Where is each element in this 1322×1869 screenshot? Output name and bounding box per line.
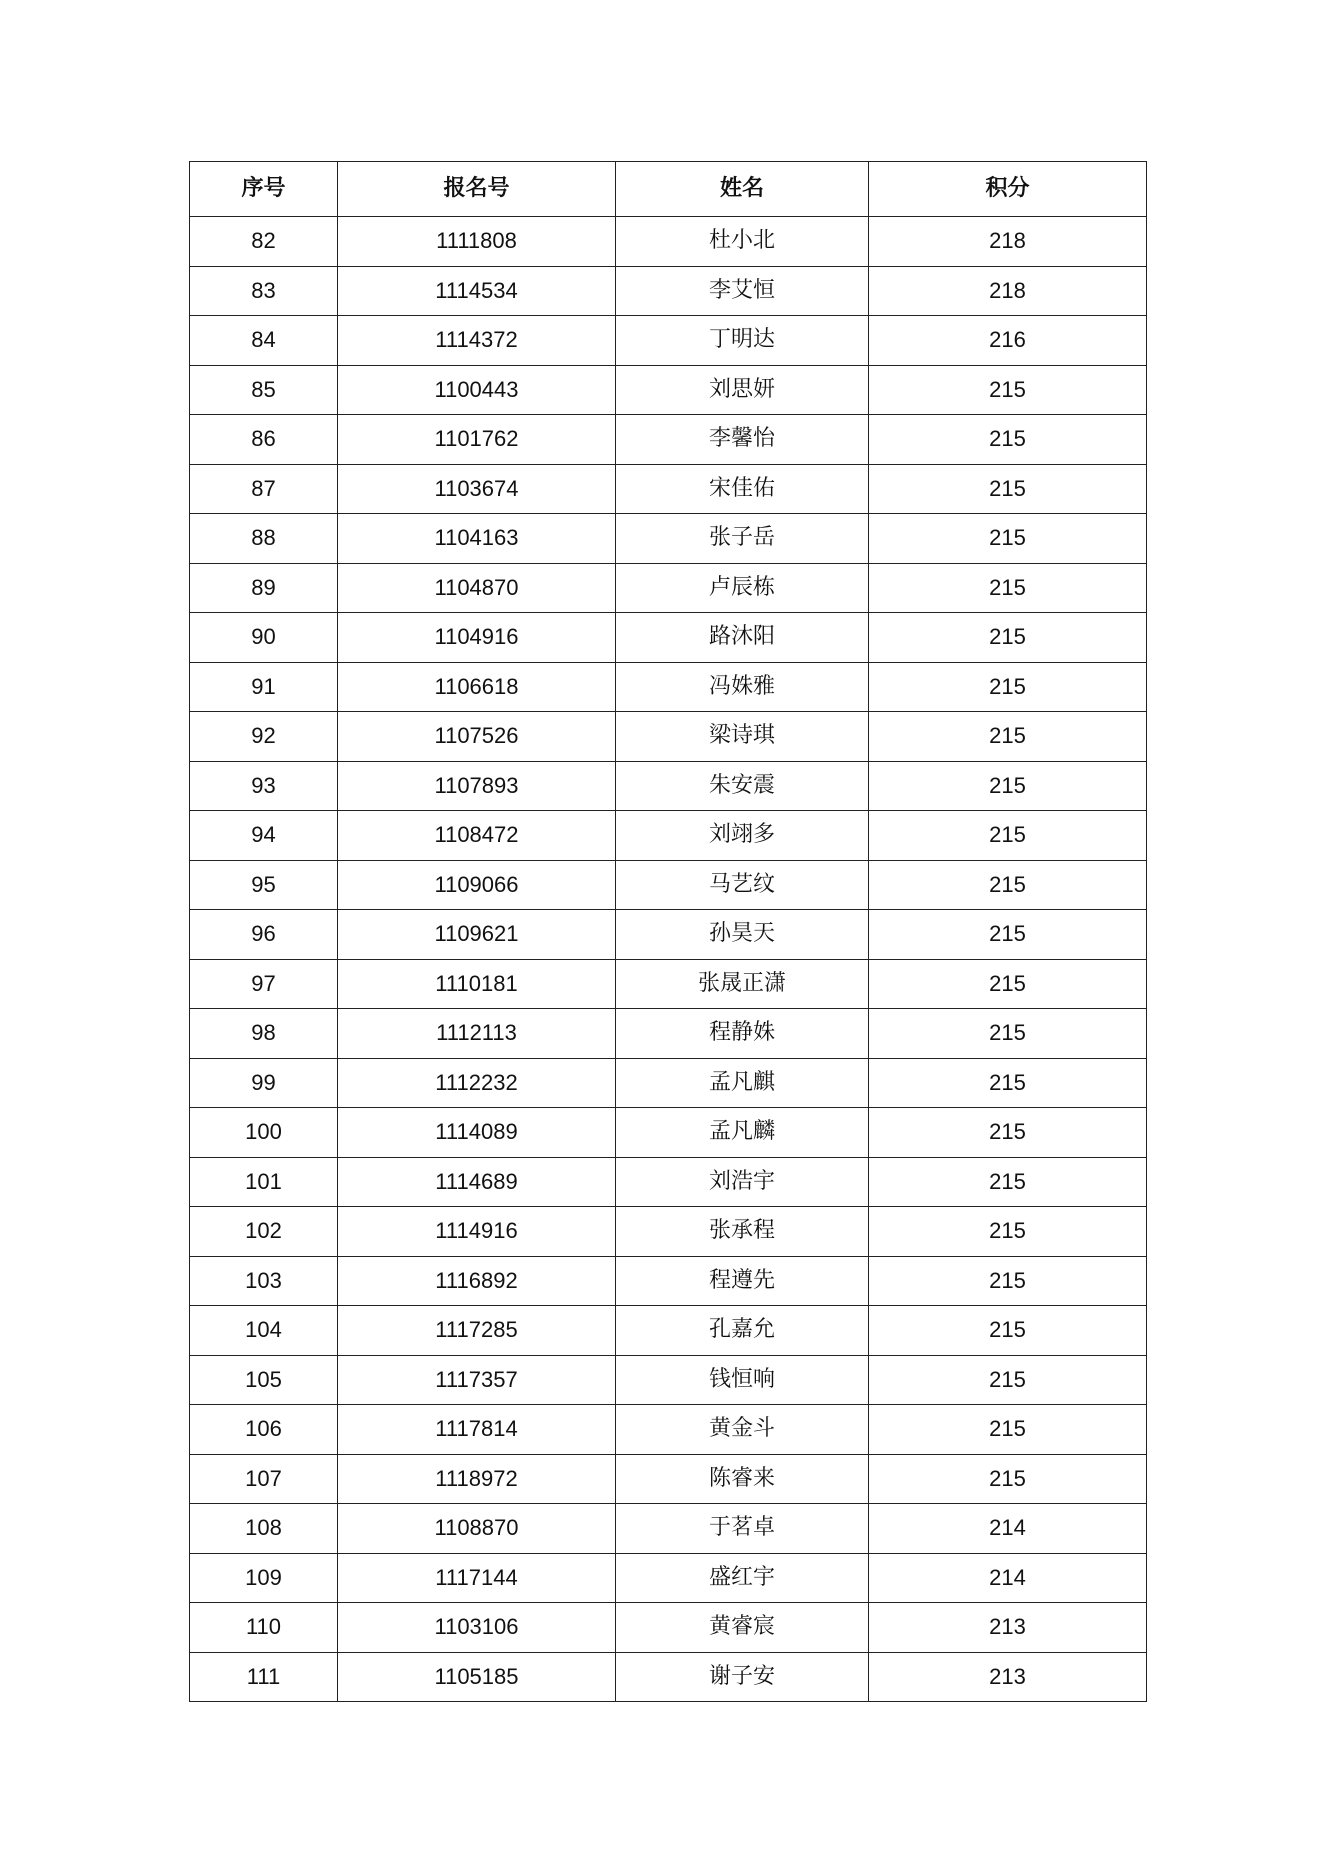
cell-seq: 111 — [190, 1652, 338, 1702]
table-row — [190, 1207, 1147, 1257]
table-row — [190, 1603, 1147, 1653]
table-row — [190, 761, 1147, 811]
cell-score: 215 — [869, 1256, 1147, 1306]
cell-score: 215 — [869, 365, 1147, 415]
header-name: 姓名 — [616, 162, 869, 217]
cell-score: 215 — [869, 910, 1147, 960]
table-row — [190, 415, 1147, 465]
cell-registration-number: 1111808 — [338, 217, 616, 267]
cell-name: 丁明达 — [616, 316, 869, 366]
cell-registration-number: 1103106 — [338, 1603, 616, 1653]
cell-seq: 102 — [190, 1207, 338, 1257]
cell-name: 路沐阳 — [616, 613, 869, 663]
cell-score: 215 — [869, 1454, 1147, 1504]
cell-seq: 90 — [190, 613, 338, 663]
table-row — [190, 1454, 1147, 1504]
cell-score: 215 — [869, 860, 1147, 910]
table-row — [190, 712, 1147, 762]
table-row — [190, 662, 1147, 712]
cell-registration-number: 1100443 — [338, 365, 616, 415]
cell-name: 梁诗琪 — [616, 712, 869, 762]
cell-seq: 86 — [190, 415, 338, 465]
cell-score: 215 — [869, 959, 1147, 1009]
cell-registration-number: 1117285 — [338, 1306, 616, 1356]
cell-name: 盛红宇 — [616, 1553, 869, 1603]
cell-registration-number: 1114534 — [338, 266, 616, 316]
cell-registration-number: 1109066 — [338, 860, 616, 910]
cell-registration-number: 1104916 — [338, 613, 616, 663]
cell-seq: 82 — [190, 217, 338, 267]
cell-registration-number: 1106618 — [338, 662, 616, 712]
table-row — [190, 316, 1147, 366]
cell-name: 程静姝 — [616, 1009, 869, 1059]
cell-score: 214 — [869, 1504, 1147, 1554]
table-row — [190, 1405, 1147, 1455]
cell-seq: 89 — [190, 563, 338, 613]
cell-registration-number: 1114089 — [338, 1108, 616, 1158]
cell-seq: 103 — [190, 1256, 338, 1306]
cell-seq: 101 — [190, 1157, 338, 1207]
cell-name: 宋佳佑 — [616, 464, 869, 514]
cell-registration-number: 1114372 — [338, 316, 616, 366]
cell-registration-number: 1116892 — [338, 1256, 616, 1306]
table-row — [190, 1306, 1147, 1356]
cell-name: 刘翊多 — [616, 811, 869, 861]
cell-seq: 83 — [190, 266, 338, 316]
cell-seq: 94 — [190, 811, 338, 861]
table-row — [190, 266, 1147, 316]
cell-registration-number: 1112113 — [338, 1009, 616, 1059]
cell-seq: 88 — [190, 514, 338, 564]
table-row — [190, 365, 1147, 415]
cell-seq: 85 — [190, 365, 338, 415]
cell-seq: 99 — [190, 1058, 338, 1108]
cell-name: 朱安震 — [616, 761, 869, 811]
table-body — [190, 217, 1147, 1702]
header-seq: 序号 — [190, 162, 338, 217]
cell-registration-number: 1117357 — [338, 1355, 616, 1405]
cell-name: 刘浩宇 — [616, 1157, 869, 1207]
cell-registration-number: 1107893 — [338, 761, 616, 811]
cell-name: 马艺纹 — [616, 860, 869, 910]
cell-name: 张承程 — [616, 1207, 869, 1257]
cell-registration-number: 1112232 — [338, 1058, 616, 1108]
cell-registration-number: 1104163 — [338, 514, 616, 564]
cell-registration-number: 1117144 — [338, 1553, 616, 1603]
table-row — [190, 1256, 1147, 1306]
cell-seq: 100 — [190, 1108, 338, 1158]
table-row — [190, 563, 1147, 613]
cell-seq: 84 — [190, 316, 338, 366]
cell-name: 钱恒响 — [616, 1355, 869, 1405]
cell-name: 黄金斗 — [616, 1405, 869, 1455]
cell-score: 215 — [869, 712, 1147, 762]
cell-name: 于茗卓 — [616, 1504, 869, 1554]
cell-name: 李艾恒 — [616, 266, 869, 316]
cell-name: 杜小北 — [616, 217, 869, 267]
cell-score: 215 — [869, 1306, 1147, 1356]
cell-name: 陈睿来 — [616, 1454, 869, 1504]
cell-registration-number: 1101762 — [338, 415, 616, 465]
cell-score: 215 — [869, 415, 1147, 465]
cell-score: 215 — [869, 514, 1147, 564]
cell-score: 215 — [869, 1108, 1147, 1158]
cell-registration-number: 1104870 — [338, 563, 616, 613]
cell-score: 215 — [869, 1405, 1147, 1455]
table-row — [190, 1009, 1147, 1059]
cell-score: 215 — [869, 662, 1147, 712]
cell-score: 215 — [869, 464, 1147, 514]
cell-score: 215 — [869, 761, 1147, 811]
table-row — [190, 860, 1147, 910]
cell-registration-number: 1114689 — [338, 1157, 616, 1207]
table-row — [190, 1058, 1147, 1108]
cell-seq: 108 — [190, 1504, 338, 1554]
cell-registration-number: 1105185 — [338, 1652, 616, 1702]
cell-score: 215 — [869, 613, 1147, 663]
cell-seq: 106 — [190, 1405, 338, 1455]
cell-seq: 105 — [190, 1355, 338, 1405]
header-registration-number: 报名号 — [338, 162, 616, 217]
table-row — [190, 1553, 1147, 1603]
cell-seq: 92 — [190, 712, 338, 762]
cell-seq: 98 — [190, 1009, 338, 1059]
cell-score: 215 — [869, 1058, 1147, 1108]
cell-name: 孟凡麒 — [616, 1058, 869, 1108]
cell-registration-number: 1108472 — [338, 811, 616, 861]
table-row — [190, 514, 1147, 564]
cell-name: 刘思妍 — [616, 365, 869, 415]
cell-name: 张晟正潇 — [616, 959, 869, 1009]
cell-seq: 109 — [190, 1553, 338, 1603]
cell-seq: 104 — [190, 1306, 338, 1356]
cell-name: 冯姝雅 — [616, 662, 869, 712]
table-row — [190, 811, 1147, 861]
cell-score: 214 — [869, 1553, 1147, 1603]
table-row — [190, 1108, 1147, 1158]
cell-name: 卢辰栋 — [616, 563, 869, 613]
cell-seq: 93 — [190, 761, 338, 811]
cell-registration-number: 1118972 — [338, 1454, 616, 1504]
cell-seq: 97 — [190, 959, 338, 1009]
table-header — [190, 162, 1147, 217]
table-row — [190, 217, 1147, 267]
cell-score: 215 — [869, 1355, 1147, 1405]
table-row — [190, 613, 1147, 663]
cell-score: 215 — [869, 563, 1147, 613]
cell-registration-number: 1117814 — [338, 1405, 616, 1455]
score-table — [189, 161, 1147, 1702]
cell-score: 216 — [869, 316, 1147, 366]
cell-seq: 87 — [190, 464, 338, 514]
cell-registration-number: 1107526 — [338, 712, 616, 762]
cell-seq: 107 — [190, 1454, 338, 1504]
cell-name: 谢子安 — [616, 1652, 869, 1702]
cell-name: 孙昊天 — [616, 910, 869, 960]
cell-registration-number: 1114916 — [338, 1207, 616, 1257]
cell-seq: 91 — [190, 662, 338, 712]
cell-seq: 96 — [190, 910, 338, 960]
table-row — [190, 464, 1147, 514]
cell-registration-number: 1110181 — [338, 959, 616, 1009]
cell-score: 218 — [869, 217, 1147, 267]
cell-score: 215 — [869, 1157, 1147, 1207]
table-row — [190, 959, 1147, 1009]
cell-name: 李馨怡 — [616, 415, 869, 465]
table-row — [190, 1504, 1147, 1554]
table-row — [190, 1652, 1147, 1702]
cell-registration-number: 1109621 — [338, 910, 616, 960]
cell-seq: 95 — [190, 860, 338, 910]
header-score: 积分 — [869, 162, 1147, 217]
cell-registration-number: 1103674 — [338, 464, 616, 514]
cell-name: 程遵先 — [616, 1256, 869, 1306]
cell-score: 215 — [869, 811, 1147, 861]
cell-name: 孟凡麟 — [616, 1108, 869, 1158]
table-row — [190, 1355, 1147, 1405]
cell-score: 215 — [869, 1207, 1147, 1257]
header-row — [190, 162, 1147, 217]
cell-score: 213 — [869, 1652, 1147, 1702]
cell-name: 张子岳 — [616, 514, 869, 564]
cell-score: 215 — [869, 1009, 1147, 1059]
table-row — [190, 910, 1147, 960]
cell-score: 213 — [869, 1603, 1147, 1653]
cell-score: 218 — [869, 266, 1147, 316]
table-row — [190, 1157, 1147, 1207]
cell-name: 黄睿宸 — [616, 1603, 869, 1653]
cell-registration-number: 1108870 — [338, 1504, 616, 1554]
cell-name: 孔嘉允 — [616, 1306, 869, 1356]
cell-seq: 110 — [190, 1603, 338, 1653]
